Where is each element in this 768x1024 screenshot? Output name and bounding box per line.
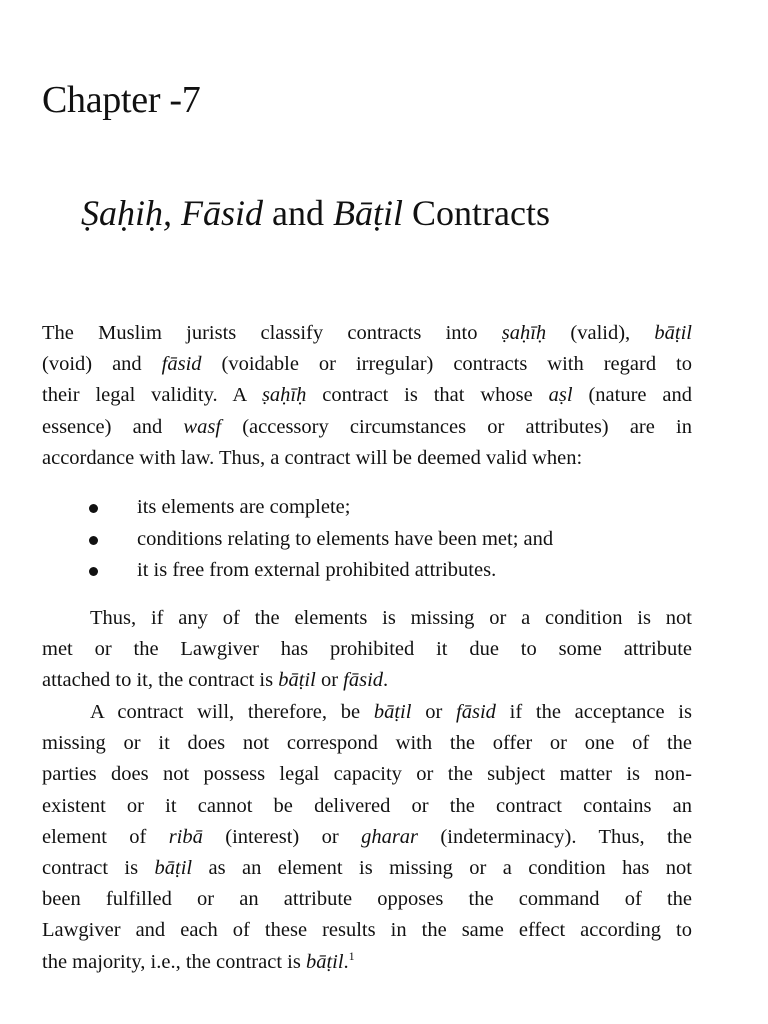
- intro-line-2: [42, 349, 692, 380]
- term-batil: bāṭil: [154, 857, 193, 880]
- term-fasid: fāsid: [456, 701, 496, 723]
- text-run: (nature and: [572, 384, 693, 407]
- intro-line-3: [42, 380, 692, 411]
- footnote-marker[interactable]: 1: [348, 948, 355, 963]
- title-contracts: Contracts: [403, 193, 550, 233]
- text-run: if the acceptance is: [495, 701, 692, 723]
- list-item: [42, 492, 692, 524]
- text-run: contract is: [42, 857, 155, 880]
- text-run: the majority, i.e., the contract is: [42, 950, 306, 973]
- bullet-icon: [89, 504, 98, 513]
- term-asl: aṣl: [548, 384, 573, 407]
- para3-line-9: [42, 947, 692, 978]
- term-sahih: ṣaḥīḥ: [501, 322, 547, 344]
- para3-line-8: Lawgiver and each of these results in the same effect according to: [42, 919, 692, 942]
- text-run: (indeterminacy). Thus, the: [418, 825, 692, 848]
- list-item-text: it is free from external prohibited attributes.: [137, 559, 497, 581]
- text-run: accordance with law. Thus, a contract will be deemed valid when:: [42, 446, 583, 469]
- term-sahih: ṣaḥīḥ: [261, 384, 307, 407]
- para3-line-7: been fulfilled or an attribute opposes the command of the: [42, 888, 692, 911]
- para3-line-3: parties does not possess legal capacity or the subject matter is non-: [42, 763, 692, 786]
- para3-line-1: [42, 697, 692, 728]
- text-run: their legal validity. A: [42, 384, 262, 407]
- term-batil: bāṭil: [373, 701, 412, 723]
- text-run: .: [383, 669, 389, 692]
- para2-line-2: [42, 634, 692, 665]
- title-and: and: [263, 193, 334, 233]
- validity-conditions-list: [42, 492, 692, 587]
- chapter-title: [81, 190, 550, 236]
- term-gharar: gharar: [361, 825, 419, 848]
- list-item-text: its elements are complete;: [137, 496, 351, 518]
- text-run: essence) and: [42, 415, 184, 438]
- term-fasid: fāsid: [343, 669, 384, 692]
- text-run: attached to it, the contract is: [42, 669, 279, 692]
- intro-line-1: [42, 318, 692, 349]
- text-run: met or the Lawgiver has prohibited it due to some attribute: [42, 638, 692, 661]
- term-batil: bāṭil: [654, 322, 692, 344]
- text-run: The Muslim jurists classify contracts into: [42, 322, 502, 344]
- term-batil: bāṭil: [278, 669, 316, 692]
- term-batil: bāṭil: [305, 950, 344, 973]
- text-run: (valid),: [546, 322, 655, 344]
- term-wasf: wasf: [183, 415, 222, 438]
- intro-line-4: [42, 412, 692, 443]
- text-run: or: [411, 701, 457, 723]
- list-item: [42, 555, 692, 587]
- text-run: (voidable or irregular) contracts with regard to: [201, 353, 692, 376]
- chapter-label: Chapter -7: [42, 79, 201, 121]
- text-run: contract is that whose: [306, 384, 549, 407]
- para2-line-3: [42, 665, 692, 696]
- bullet-icon: [89, 536, 98, 545]
- text-run: as an element is missing or a condition has not: [192, 857, 692, 880]
- text-run: (interest) or: [202, 825, 362, 848]
- term-fasid: fāsid: [161, 353, 202, 376]
- title-sahih: Ṣaḥiḥ,: [81, 193, 173, 233]
- third-paragraph: [42, 697, 692, 978]
- text-run: (accessory circumstances or attributes) are in: [221, 415, 692, 438]
- second-paragraph: [42, 603, 692, 697]
- list-item-text: conditions relating to elements have been met; and: [137, 527, 554, 550]
- title-batil: Bāṭil: [333, 193, 404, 233]
- term-riba: ribā: [168, 825, 203, 848]
- para3-line-4: existent or it cannot be delivered or the contract contains an: [42, 794, 692, 817]
- list-item: [42, 524, 692, 556]
- title-fasid: Fāsid: [181, 193, 264, 233]
- para3-line-5: [42, 822, 692, 853]
- para3-line-6: [42, 853, 692, 884]
- text-run: (void) and: [42, 353, 162, 376]
- text-run: A contract will, therefore, be: [90, 701, 374, 723]
- intro-paragraph: [42, 318, 692, 474]
- text-run: element of: [42, 825, 169, 848]
- para3-line-2: missing or it does not correspond with the offer or one of the: [42, 732, 692, 755]
- text-run: .: [343, 950, 349, 973]
- bullet-icon: [89, 567, 98, 576]
- text-run: Thus, if any of the elements is missing or a condition is not: [90, 607, 692, 629]
- text-run: or: [315, 669, 344, 692]
- intro-line-5: [42, 443, 692, 474]
- para2-line-1: [42, 603, 692, 634]
